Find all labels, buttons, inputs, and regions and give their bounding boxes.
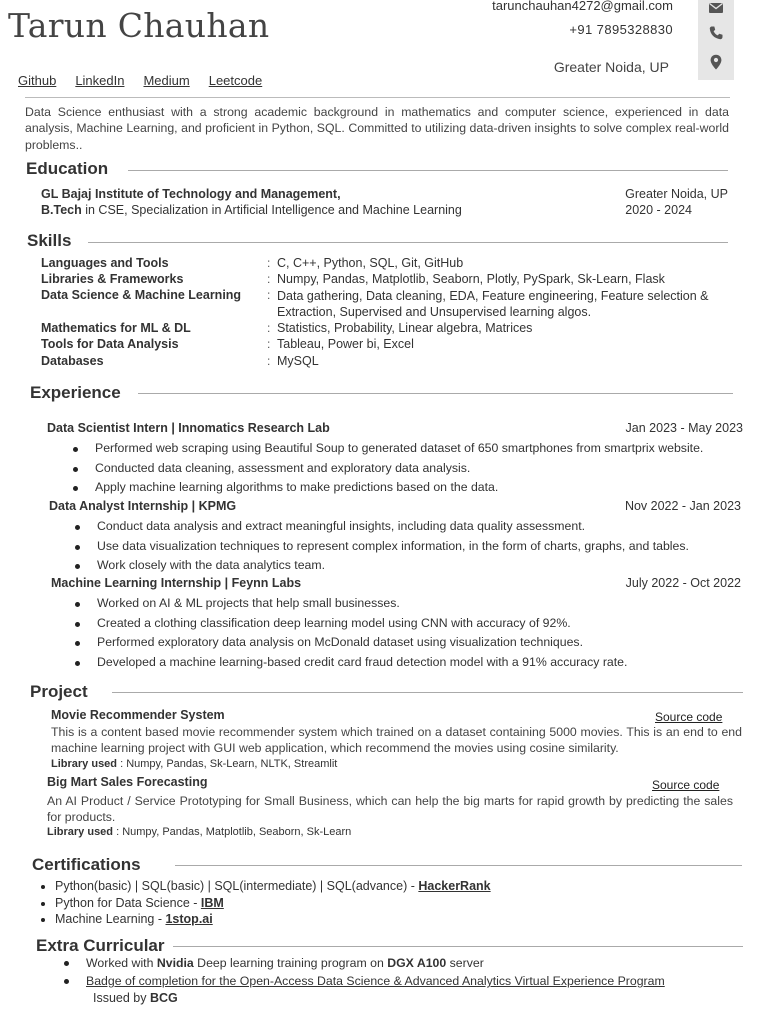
skill-label: Data Science & Machine Learning bbox=[41, 288, 242, 302]
skill-label: Tools for Data Analysis bbox=[41, 337, 179, 351]
project-name: Movie Recommender System bbox=[51, 708, 225, 722]
source-code-link[interactable]: Source code bbox=[655, 710, 723, 724]
job-title: Data Analyst Internship | KPMG bbox=[49, 499, 237, 513]
extra-curricular-rule bbox=[173, 946, 743, 947]
location-text: Greater Noida, UP bbox=[553, 59, 669, 75]
skill-value: Tableau, Power bi, Excel bbox=[277, 337, 414, 351]
contact-icon-column bbox=[698, 0, 734, 80]
skills-heading: Skills bbox=[27, 231, 72, 250]
leetcode-link[interactable]: Leetcode bbox=[208, 73, 263, 88]
skill-colon: : bbox=[267, 337, 271, 351]
degree-name: B.Tech bbox=[41, 203, 82, 217]
list-item: Conducted data cleaning, assessment and exploratory data analysis. bbox=[95, 461, 703, 481]
skill-colon: : bbox=[267, 272, 271, 286]
skill-colon: : bbox=[267, 321, 271, 335]
list-item bbox=[55, 896, 491, 913]
list-item: Performed web scraping using Beautiful Soup to generated dataset of 650 smartphones from smartprix website. bbox=[95, 441, 703, 461]
certifications-heading: Certifications bbox=[32, 855, 141, 874]
project-name: Big Mart Sales Forecasting bbox=[47, 775, 208, 789]
extra-text: Deep learning training program on bbox=[193, 956, 388, 970]
medium-link[interactable]: Medium bbox=[143, 73, 190, 88]
institution-location: Greater Noida, UP bbox=[625, 187, 728, 201]
list-item bbox=[86, 974, 665, 992]
issued-by-label: Issued by bbox=[93, 991, 150, 1005]
library-label: Library used bbox=[47, 826, 114, 838]
library-line bbox=[47, 826, 351, 838]
skill-colon: : bbox=[267, 354, 271, 368]
issued-by-line bbox=[93, 991, 178, 1005]
extra-curricular-heading: Extra Curricular bbox=[36, 936, 165, 955]
skill-label: Libraries & Frameworks bbox=[41, 272, 184, 286]
skill-colon: : bbox=[267, 256, 271, 270]
job-bullets bbox=[95, 441, 703, 500]
badge-link[interactable]: Badge of completion for the Open-Access Data Science & Advanced Analytics Virtual Experience Program bbox=[86, 974, 665, 988]
skill-value: C, C++, Python, SQL, Git, GitHub bbox=[277, 256, 464, 270]
skill-colon: : bbox=[267, 288, 271, 302]
source-code-link[interactable]: Source code bbox=[652, 778, 720, 792]
issuer-name: BCG bbox=[149, 991, 178, 1005]
cert-issuer-link[interactable]: 1stop.ai bbox=[165, 912, 213, 926]
job-title: Data Scientist Intern | Innomatics Research Lab bbox=[47, 421, 330, 435]
experience-heading: Experience bbox=[30, 383, 121, 402]
summary-paragraph: Data Science enthusiast with a strong academic background in mathematics and computer science, experienced in data analysis, Machine Learning, and proficient in Python, SQL. Committed to utilizing data-driven insights to solve complex real-world problems.. bbox=[25, 105, 729, 152]
list-item: Work closely with the data analytics team. bbox=[97, 558, 689, 578]
education-years: 2020 - 2024 bbox=[625, 203, 692, 217]
skill-value: Numpy, Pandas, Matplotlib, Seaborn, Plotly, PySpark, Sk-Learn, Flask bbox=[277, 272, 665, 286]
candidate-name: Tarun Chauhan bbox=[8, 6, 270, 45]
extra-brand: Nvidia bbox=[156, 956, 194, 970]
cert-name: Machine Learning - bbox=[55, 912, 166, 926]
education-rule bbox=[128, 170, 728, 171]
project-rule bbox=[112, 692, 743, 693]
library-label: Library used bbox=[51, 758, 118, 770]
job-bullets bbox=[97, 519, 689, 578]
job-dates: July 2022 - Oct 2022 bbox=[625, 576, 741, 590]
list-item bbox=[55, 912, 491, 929]
degree-line bbox=[41, 203, 462, 217]
project-description: This is a content based movie recommender system which trained on a dataset containing 5000 movies. This is an end to end machine learning project with GUI web application, which recommend the movies using cosine similarity. bbox=[51, 725, 742, 755]
list-item bbox=[86, 956, 665, 974]
list-item: Performed exploratory data analysis on McDonald dataset using visualization techniques. bbox=[97, 635, 627, 655]
phone-text: +91 7895328830 bbox=[569, 22, 673, 37]
skill-label: Databases bbox=[41, 354, 104, 368]
list-item: Apply machine learning algorithms to make predictions based on the data. bbox=[95, 480, 703, 500]
library-list: : Numpy, Pandas, Sk-Learn, NLTK, Streamlit bbox=[120, 758, 338, 770]
library-list: : Numpy, Pandas, Matplotlib, Seaborn, Sk-Learn bbox=[116, 826, 352, 838]
cert-issuer-link[interactable]: HackerRank bbox=[418, 879, 491, 893]
degree-specialization: in CSE, Specialization in Artificial Intelligence and Machine Learning bbox=[81, 203, 462, 217]
list-item: Worked on AI & ML projects that help small businesses. bbox=[97, 596, 627, 616]
phone-icon bbox=[708, 25, 724, 41]
list-item bbox=[55, 879, 491, 896]
extra-text: Worked with bbox=[86, 956, 157, 970]
skills-rule bbox=[88, 242, 728, 243]
list-item: Created a clothing classification deep learning model using CNN with accuracy of 92%. bbox=[97, 616, 627, 636]
skill-label: Languages and Tools bbox=[41, 256, 169, 270]
experience-rule bbox=[138, 393, 733, 394]
extra-hardware: DGX A100 bbox=[387, 956, 447, 970]
job-dates: Nov 2022 - Jan 2023 bbox=[624, 499, 741, 513]
linkedin-link[interactable]: LinkedIn bbox=[75, 73, 125, 88]
job-bullets bbox=[97, 596, 627, 674]
institution-name: GL Bajaj Institute of Technology and Management, bbox=[41, 187, 341, 201]
email-text[interactable]: tarunchauhan4272@gmail.com bbox=[492, 0, 673, 13]
mail-icon bbox=[708, 0, 724, 16]
extra-curricular-list bbox=[86, 956, 665, 992]
project-description: An AI Product / Service Prototyping for Small Business, which can help the big marts for rapid growth by predicting the sales for products. bbox=[47, 794, 733, 824]
extra-text: server bbox=[446, 956, 484, 970]
job-title: Machine Learning Internship | Feynn Labs bbox=[51, 576, 302, 590]
cert-name: Python(basic) | SQL(basic) | SQL(intermediate) | SQL(advance) - bbox=[55, 879, 419, 893]
job-dates: Jan 2023 - May 2023 bbox=[625, 421, 743, 435]
skill-label: Mathematics for ML & DL bbox=[41, 321, 191, 335]
skill-value: Statistics, Probability, Linear algebra, Matrices bbox=[277, 321, 533, 335]
skill-value: MySQL bbox=[277, 354, 319, 368]
project-heading: Project bbox=[30, 682, 88, 701]
github-link[interactable]: Github bbox=[18, 73, 57, 88]
certifications-rule bbox=[175, 865, 742, 866]
list-item: Use data visualization techniques to represent complex information, in the form of charts, graphs, and tables. bbox=[97, 539, 689, 559]
list-item: Conduct data analysis and extract meaningful insights, including data quality assessment. bbox=[97, 519, 689, 539]
certification-list bbox=[55, 879, 491, 929]
education-heading: Education bbox=[26, 159, 109, 178]
skill-value: Data gathering, Data cleaning, EDA, Feature engineering, Feature selection & Extraction, Supervised and Unsupervised learning algos. bbox=[277, 289, 709, 319]
profile-links bbox=[18, 73, 262, 88]
cert-name: Python for Data Science - bbox=[55, 895, 201, 910]
list-item: Developed a machine learning-based credit card fraud detection model with a 91% accuracy rate. bbox=[97, 655, 627, 675]
location-pin-icon bbox=[708, 54, 724, 70]
header-divider bbox=[25, 97, 730, 98]
library-line bbox=[51, 758, 337, 770]
cert-issuer-link[interactable]: IBM bbox=[200, 895, 224, 910]
